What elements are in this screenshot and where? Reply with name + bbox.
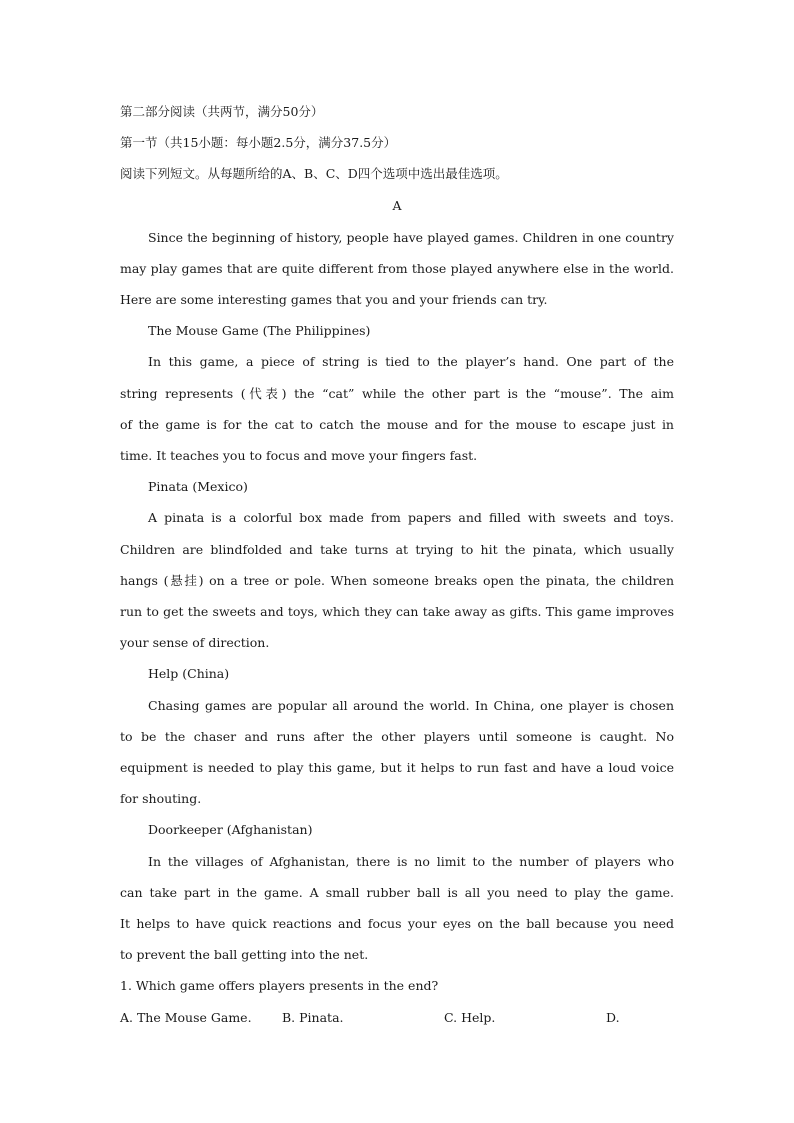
- option-b: B. Pinata.: [282, 1010, 344, 1025]
- part-title: 第二部分阅读（共两节，满分50分）: [120, 104, 324, 119]
- paragraph-line: may play games that are quite different from those played anywhere else in the world.: [120, 261, 674, 276]
- paragraph-line: your sense of direction.: [120, 635, 270, 650]
- game-heading: The Mouse Game (The Philippines): [148, 323, 371, 338]
- section-title: 第一节（共15小题：每小题2.5分，满分37.5分）: [120, 135, 397, 150]
- paragraph-line: of the game is for the cat to catch the mouse and for the mouse to escape just in: [120, 417, 674, 432]
- option-d: D.: [606, 1010, 620, 1025]
- instructions: 阅读下列短文。从每题所给的A、B、C、D四个选项中选出最佳选项。: [120, 166, 508, 181]
- option-a: A. The Mouse Game.: [120, 1010, 252, 1025]
- passage-label: A: [392, 198, 402, 213]
- option-c: C. Help.: [444, 1010, 496, 1025]
- paragraph-line: for shouting.: [120, 791, 202, 806]
- question-stem: 1. Which game offers players presents in the end?: [120, 978, 439, 993]
- paragraph-line: can take part in the game. A small rubber ball is all you need to play the game.: [120, 885, 674, 900]
- game-heading: Doorkeeper (Afghanistan): [148, 822, 313, 837]
- paragraph-line: time. It teaches you to focus and move your fingers fast.: [120, 448, 478, 463]
- paragraph-line: A pinata is a colorful box made from papers and filled with sweets and toys.: [148, 510, 674, 525]
- paragraph-line: to prevent the ball getting into the net.: [120, 947, 369, 962]
- paragraph-line: to be the chaser and runs after the other players until someone is caught. No: [120, 729, 674, 744]
- game-heading: Help (China): [148, 666, 230, 681]
- paragraph-line: It helps to have quick reactions and focus your eyes on the ball because you need: [120, 916, 674, 931]
- paragraph-line: In the villages of Afghanistan, there is no limit to the number of players who: [148, 854, 674, 869]
- paragraph-line: Chasing games are popular all around the world. In China, one player is chosen: [148, 698, 674, 713]
- paragraph-line: hangs (悬挂) on a tree or pole. When someone breaks open the pinata, the children: [120, 573, 674, 588]
- paragraph-line: In this game, a piece of string is tied to the player’s hand. One part of the: [148, 354, 674, 369]
- paragraph-line: Here are some interesting games that you and your friends can try.: [120, 292, 548, 307]
- paragraph-line: Since the beginning of history, people have played games. Children in one country: [148, 230, 674, 245]
- game-heading: Pinata (Mexico): [148, 479, 248, 494]
- paragraph-line: Children are blindfolded and take turns at trying to hit the pinata, which usually: [120, 542, 674, 557]
- paragraph-line: equipment is needed to play this game, but it helps to run fast and have a loud voice: [120, 760, 674, 775]
- paragraph-line: string represents (代表) the “cat” while the other part is the “mouse”. The aim: [120, 386, 674, 401]
- paragraph-line: run to get the sweets and toys, which they can take away as gifts. This game improves: [120, 604, 674, 619]
